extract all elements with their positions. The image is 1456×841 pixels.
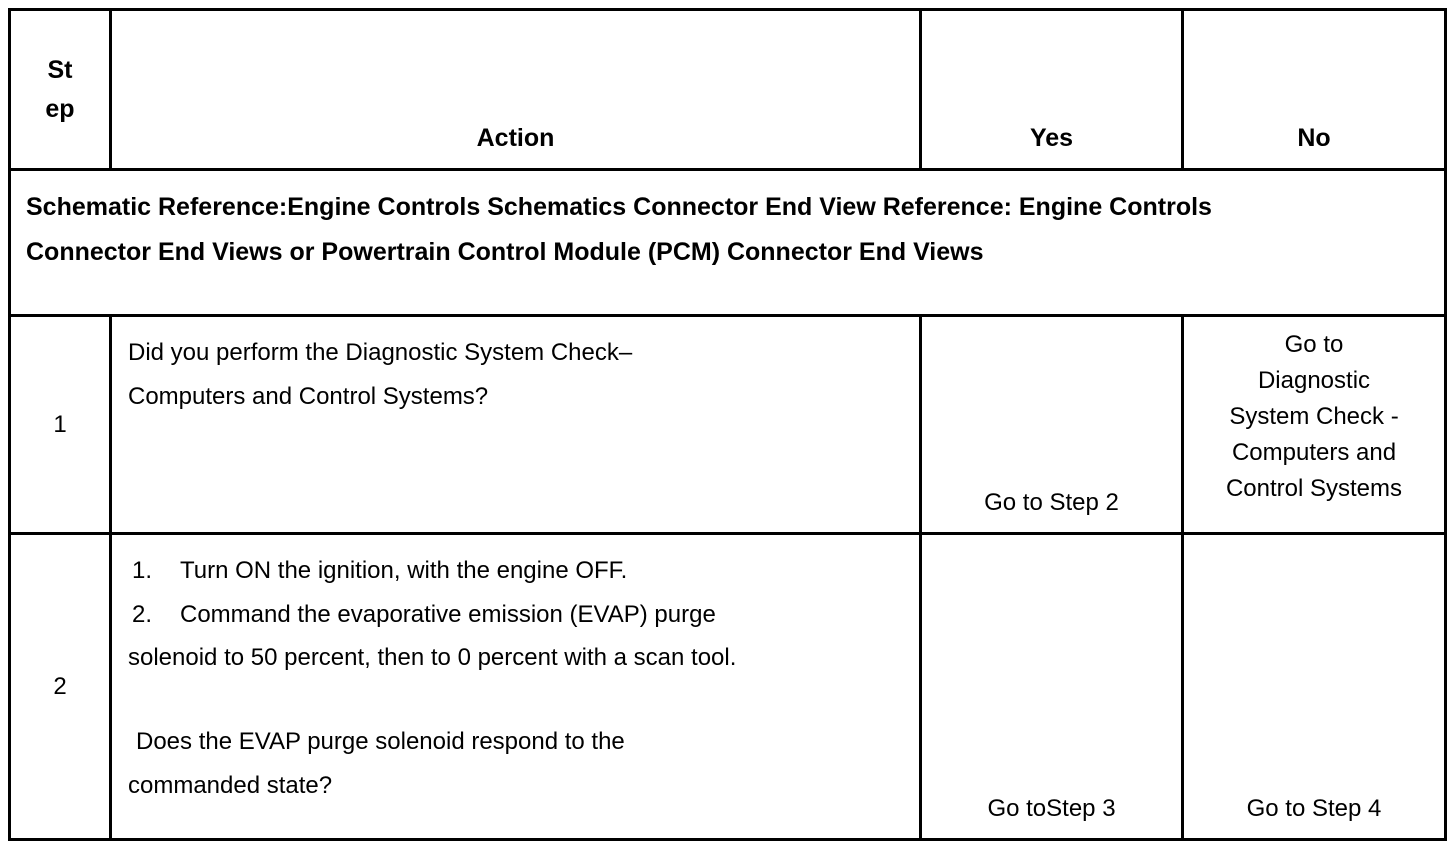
list-item-text: Turn ON the ignition, with the engine OFF. bbox=[180, 557, 628, 584]
action-line: Computers and Control Systems? bbox=[128, 382, 489, 410]
reference-line2: Connector End Views or Powertrain Control Module (PCM) Connector End Views bbox=[26, 238, 984, 266]
no-line: Computers and bbox=[1231, 439, 1397, 466]
yes-cell: Go toStep 3 bbox=[921, 534, 1183, 840]
no-line: System Check - bbox=[1229, 403, 1399, 430]
header-action: Action bbox=[111, 10, 921, 170]
header-no: No bbox=[1183, 10, 1446, 170]
question-line: commanded state? bbox=[128, 771, 333, 799]
action-cell bbox=[111, 316, 921, 534]
table-row bbox=[10, 316, 1446, 534]
header-step bbox=[10, 10, 111, 170]
list-item bbox=[128, 593, 903, 637]
header-row bbox=[10, 10, 1446, 170]
action-line: Did you perform the Diagnostic System Check– bbox=[128, 339, 633, 366]
list-item-number: 1. bbox=[132, 557, 153, 584]
no-cell: Go to Step 4 bbox=[1183, 534, 1446, 840]
no-line: Go to bbox=[1284, 331, 1344, 358]
header-yes: Yes bbox=[921, 10, 1183, 170]
step-number: 2 bbox=[10, 534, 111, 840]
no-cell bbox=[1183, 316, 1446, 534]
list-item-number: 2. bbox=[132, 600, 153, 628]
diagnostic-table bbox=[8, 8, 1447, 841]
step-number: 1 bbox=[10, 316, 111, 534]
table-row bbox=[10, 534, 1446, 840]
no-line: Control Systems bbox=[1225, 475, 1403, 502]
action-cell bbox=[111, 534, 921, 840]
header-step-line1: St bbox=[47, 55, 73, 84]
no-line: Diagnostic bbox=[1257, 367, 1371, 394]
yes-cell: Go to Step 2 bbox=[921, 316, 1183, 534]
list-item-text: Command the evaporative emission (EVAP) purge bbox=[180, 600, 716, 628]
schematic-reference bbox=[10, 170, 1446, 316]
list-item bbox=[128, 549, 903, 593]
question-line: Does the EVAP purge solenoid respond to the bbox=[136, 728, 625, 756]
action-continuation: solenoid to 50 percent, then to 0 percent with a scan tool. bbox=[128, 644, 737, 672]
reference-row bbox=[10, 170, 1446, 316]
header-step-line2: ep bbox=[45, 94, 75, 123]
reference-line1: Schematic Reference:Engine Controls Schematics Connector End View Reference: Engine Controls bbox=[26, 193, 1212, 221]
spacer bbox=[128, 680, 903, 720]
